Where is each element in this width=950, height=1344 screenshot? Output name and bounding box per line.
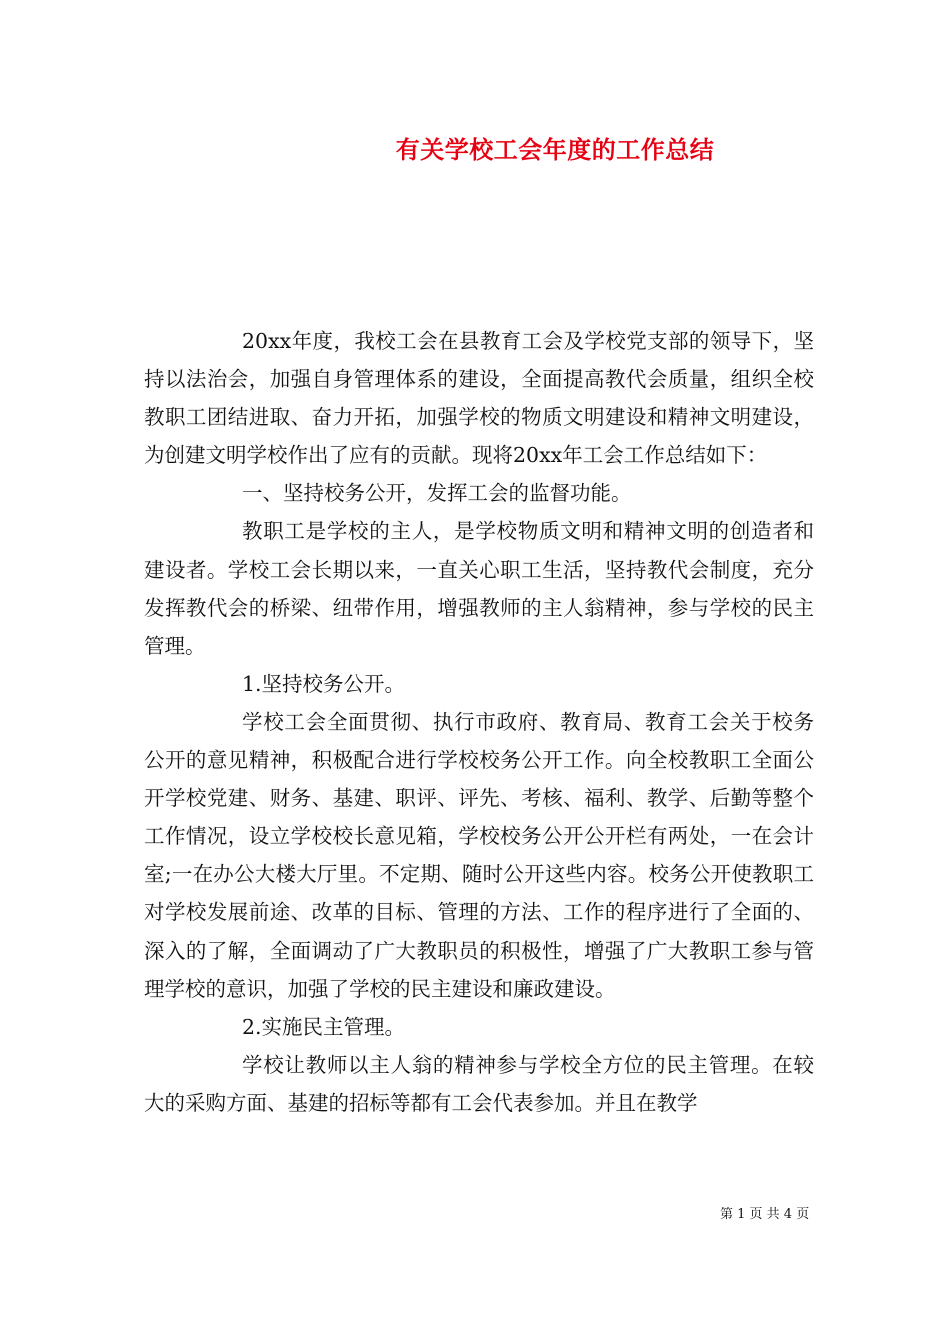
subsection-heading-1: 1.坚持校务公开。 bbox=[242, 671, 406, 696]
document-body bbox=[144, 322, 814, 1122]
paragraph-subsection-1: 学校工会全面贯彻、执行市政府、教育局、教育工会关于校务公开的意见精神，积极配合进行学校校务公开工作。向全校教职工全面公开学校党建、财务、基建、职评、评先、考核、福利、教学、后勤等整个工作情况，设立学校校长意见箱，学校校务公开公开栏有两处，一在会计室;一在办公大楼大厅里。不定期、随时公开这些内容。校务公开使教职工对学校发展前途、改革的目标、管理的方法、工作的程序进行了全面的、深入的了解，全面调动了广大教职员的积极性，增强了广大教职工参与管理学校的意识，加强了学校的民主建设和廉政建设。 bbox=[144, 709, 814, 1001]
paragraph-section-1: 教职工是学校的主人，是学校物质文明和精神文明的创造者和建设者。学校工会长期以来，一直关心职工生活，坚持教代会制度，充分发挥教代会的桥梁、纽带作用，增强教师的主人翁精神，参与学校的民主管理。 bbox=[144, 519, 814, 658]
page-footer: 第 1 页 共 4 页 bbox=[720, 1207, 810, 1222]
subsection-heading-2: 2.实施民主管理。 bbox=[242, 1014, 406, 1039]
section-heading-1: 一、坚持校务公开，发挥工会的监督功能。 bbox=[242, 481, 632, 506]
paragraph-intro: 20xx年度，我校工会在县教育工会及学校党支部的领导下，坚持以法治会，加强自身管理体系的建设，全面提高教代会质量，组织全校教职工团结进取、奋力开拓，加强学校的物质文明建设和精神文明建设，为创建文明学校作出了应有的贡献。现将20xx年工会工作总结如下： bbox=[144, 329, 814, 468]
document-title: 有关学校工会年度的工作总结 bbox=[395, 135, 715, 164]
paragraph-subsection-2: 学校让教师以主人翁的精神参与学校全方位的民主管理。在较大的采购方面、基建的招标等都有工会代表参加。并且在教学 bbox=[144, 1052, 814, 1115]
